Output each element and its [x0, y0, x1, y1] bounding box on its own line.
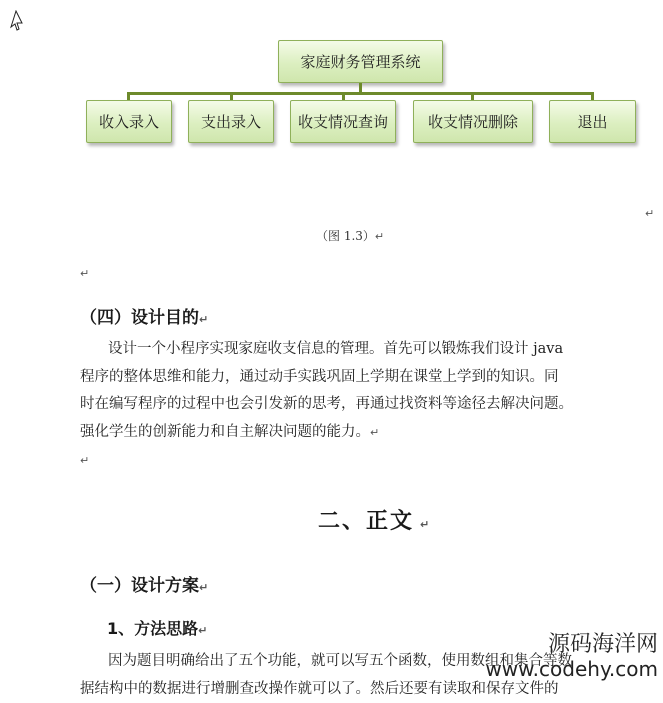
section-heading-design-purpose: （四）设计目的↵: [80, 303, 208, 328]
paragraph-line: 程序的整体思维和能力，通过动手实践巩固上学期在课堂上学到的知识。同: [80, 364, 620, 392]
figure-caption: （图 1.3）↵: [316, 227, 384, 244]
paragraph-line: 设计一个小程序实现家庭收支信息的管理。首先可以锻炼我们设计 java: [80, 336, 620, 364]
watermark: [470, 632, 658, 680]
diagram-root-box: 家庭财务管理系统: [278, 40, 443, 83]
paragraph-mark: ↵: [80, 454, 89, 467]
paragraph-line: 据结构中的数据进行增删查改操作就可以了。然后还要有读取和保存文件的: [80, 676, 640, 703]
paragraph-line: 因为题目明确给出了五个功能，就可以写五个函数，使用数组和集合等数: [80, 648, 640, 676]
paragraph-mark: ↵: [645, 207, 654, 220]
diagram-child-query: 收支情况查询: [290, 100, 396, 143]
diagram-child-income-entry: 收入录入: [86, 100, 172, 143]
section-heading-design-plan: （一）设计方案↵: [80, 571, 208, 596]
subsection-heading-method: 1、方法思路↵: [107, 616, 207, 639]
diagram-child-delete: 收支情况删除: [413, 100, 533, 143]
paragraph-mark: ↵: [80, 267, 89, 280]
paragraph-line: 时在编写程序的过程中也会引发新的思考，再通过找资料等途径去解决问题。: [80, 391, 620, 419]
paragraph-line: 强化学生的创新能力和自主解决问题的能力。↵: [80, 419, 620, 447]
pointer-cursor-icon: [8, 10, 24, 32]
chapter-heading-main-body: 二、正文 ↵: [318, 504, 431, 535]
diagram-child-expense-entry: 支出录入: [188, 100, 274, 143]
watermark-title: 源码海洋网: [470, 632, 658, 658]
diagram-child-exit: 退出: [549, 100, 636, 143]
design-purpose-paragraph: [80, 336, 620, 446]
connector-horizontal: [127, 92, 594, 95]
watermark-url: www.codehy.com: [470, 658, 658, 680]
